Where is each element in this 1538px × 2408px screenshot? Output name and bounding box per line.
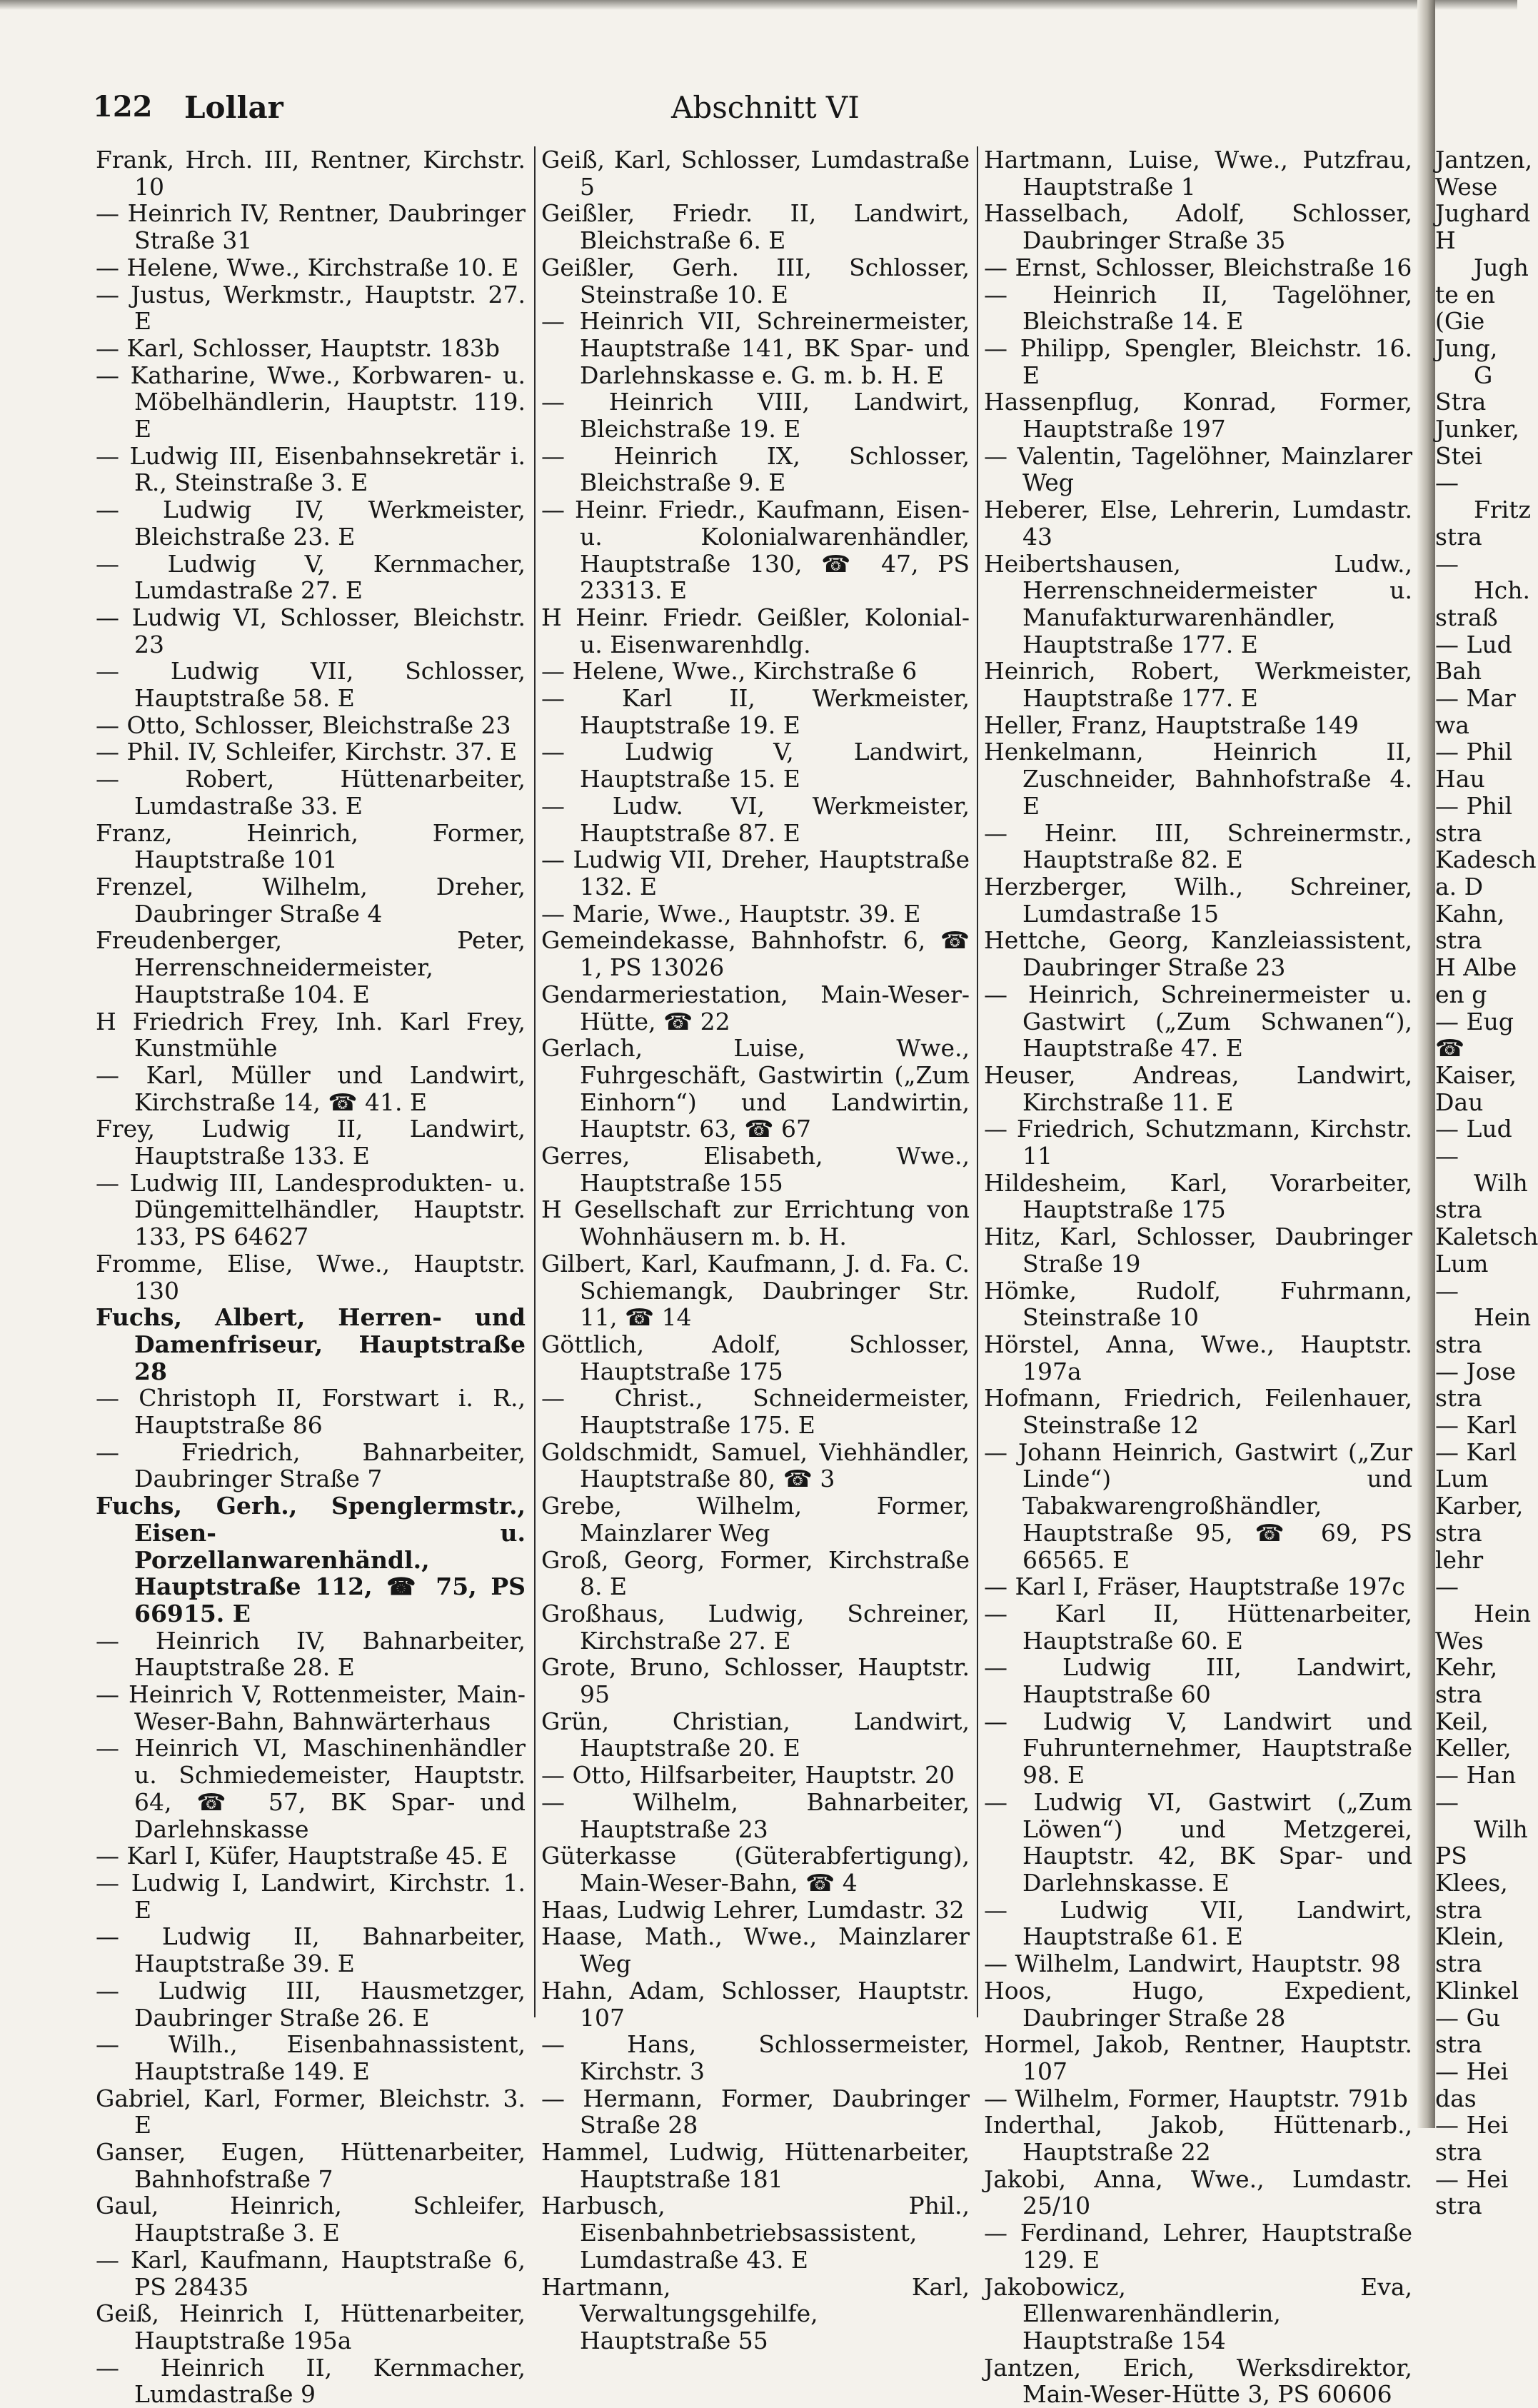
directory-entry: — Hch. — [1435, 549, 1531, 605]
directory-entry: Gilbert, Karl, Kaufmann, J. d. Fa. C. Schiemangk, Daubringer Str. 11, ☎ 14 — [541, 1249, 970, 1332]
directory-entry: Gemeindekasse, Bahnhofstr. 6, ☎ 1, PS 13026 — [541, 926, 970, 982]
directory-entry: — Karl, Schlosser, Hauptstr. 183b — [96, 333, 500, 362]
directory-entry: Haas, Ludwig Lehrer, Lumdastr. 32 — [541, 1895, 965, 1924]
directory-entry: stra — [1435, 1195, 1482, 1224]
directory-entry: — Heinrich IV, Rentner, Daubringer Straße 31 — [96, 199, 526, 255]
directory-entry: stra — [1435, 1384, 1482, 1413]
running-head-town: Lollar — [184, 90, 283, 125]
directory-entry: Keil, — [1435, 1707, 1489, 1735]
directory-entry: Hettche, Georg, Kanzleiassistent, Daubringer Straße 23 — [984, 926, 1412, 982]
directory-entry: — Ludwig III, Hausmetzger, Daubringer Straße 26. E — [96, 1976, 526, 2032]
directory-entry: — Karl — [1435, 1438, 1517, 1466]
directory-entry: stra — [1435, 1950, 1482, 1978]
directory-entry: wa — [1435, 711, 1469, 739]
directory-entry: Frank, Hrch. III, Rentner, Kirchstr. 10 — [96, 146, 526, 201]
directory-entry: Gabriel, Karl, Former, Bleichstr. 3. E — [96, 2084, 526, 2139]
directory-entry: — Hans, Schlossermeister, Kirchstr. 3 — [541, 2030, 970, 2085]
directory-entry: Heibertshausen, Ludw., Herrenschneidermeister u. Manufakturwarenhändler, Hauptstraße 177. E — [984, 549, 1412, 658]
directory-column-4-cropped — [1435, 146, 1538, 2220]
directory-entry: Jantzen, — [1435, 146, 1533, 174]
directory-entry: — Hei — [1435, 2057, 1509, 2085]
directory-entry: — Heinrich IV, Bahnarbeiter, Hauptstraße 28. E — [96, 1626, 526, 1682]
directory-entry: stra — [1435, 2030, 1482, 2059]
directory-entry: Hammel, Ludwig, Hüttenarbeiter, Hauptstraße 181 — [541, 2138, 970, 2193]
directory-entry: — Wilhelm, Former, Hauptstr. 791b — [984, 2084, 1408, 2112]
directory-entry: Hassenpflug, Konrad, Former, Hauptstraße 197 — [984, 388, 1412, 443]
directory-entry: Fuchs, Gerh., Spenglermstr., Eisen- u. Porzellanwarenhändl., Hauptstraße 112, ☎ 75, PS 66915. E — [96, 1492, 526, 1627]
directory-entry: lehr — [1435, 1545, 1484, 1574]
directory-entry: — Ludwig III, Eisenbahnsekretär i. R., Steinstraße 3. E — [96, 441, 526, 497]
directory-entry: — Ludwig V, Kernmacher, Lumdastraße 27. E — [96, 549, 526, 605]
directory-entry: Geißler, Friedr. II, Landwirt, Bleichstraße 6. E — [541, 199, 970, 255]
directory-entry: — Ernst, Schlosser, Bleichstraße 16 — [984, 253, 1412, 281]
directory-entry: — Karl — [1435, 1411, 1517, 1440]
directory-entry: Dau — [1435, 1088, 1484, 1116]
directory-entry: Herzberger, Wilh., Schreiner, Lumdastraße 15 — [984, 872, 1412, 928]
directory-entry: — Jose — [1435, 1357, 1517, 1385]
directory-entry: — Wilh — [1435, 1142, 1528, 1197]
directory-entry: Hörstel, Anna, Wwe., Hauptstr. 197a — [984, 1330, 1412, 1385]
directory-entry: en g — [1435, 980, 1487, 1008]
directory-entry: — Hein — [1435, 1572, 1532, 1627]
directory-entry: ☎ — [1435, 1034, 1465, 1063]
directory-entry: Henkelmann, Heinrich II, Zuschneider, Bahnhofstraße 4. E — [984, 738, 1412, 820]
directory-entry: Kaletsch — [1435, 1223, 1538, 1251]
directory-entry: Gaul, Heinrich, Schleifer, Hauptstraße 3. E — [96, 2192, 526, 2247]
directory-entry: — Christoph II, Forstwart i. R., Hauptstraße 86 — [96, 1384, 526, 1440]
directory-entry: Jantzen, Erich, Werksdirektor, Main-Weser-Hütte 3, PS 60606 — [984, 2353, 1412, 2408]
directory-entry: — Han — [1435, 1761, 1517, 1790]
directory-entry: — Heinrich VII, Schreinermeister, Hauptstraße 141, BK Spar- und Darlehnskasse e. G. m. b. H. E — [541, 307, 970, 389]
directory-entry: Klein, — [1435, 1922, 1505, 1951]
directory-entry: Haase, Math., Wwe., Mainzlarer Weg — [541, 1922, 970, 1978]
directory-entry: — Fritz — [1435, 468, 1531, 524]
directory-entry: — Robert, Hüttenarbeiter, Lumdastraße 33. E — [96, 765, 526, 820]
directory-entry: Gendarmeriestation, Main-Weser-Hütte, ☎ 22 — [541, 980, 970, 1035]
directory-entry: Junker, — [1435, 415, 1519, 443]
directory-entry: — Valentin, Tagelöhner, Mainzlarer Weg — [984, 441, 1412, 497]
directory-entry: Güterkasse (Güterabfertigung), Main-Weser-Bahn, ☎ 4 — [541, 1842, 970, 1897]
directory-entry: — Phil — [1435, 791, 1513, 820]
directory-entry: — Wilhelm, Bahnarbeiter, Hauptstraße 23 — [541, 1787, 970, 1843]
directory-entry: a. D — [1435, 872, 1484, 901]
directory-entry: Lum — [1435, 1249, 1489, 1278]
directory-entry: — Friedrich, Bahnarbeiter, Daubringer Straße 7 — [96, 1438, 526, 1493]
directory-entry: — Karl I, Fräser, Hauptstraße 197c — [984, 1572, 1405, 1601]
directory-entry: Kehr, — [1435, 1653, 1498, 1682]
directory-entry: Klees, — [1435, 1869, 1508, 1897]
directory-entry: Lum — [1435, 1465, 1489, 1493]
directory-entry: — Helene, Wwe., Kirchstraße 10. E — [96, 253, 519, 281]
directory-entry: stra — [1435, 818, 1482, 847]
directory-entry: Freudenberger, Peter, Herrenschneidermeister, Hauptstraße 104. E — [96, 926, 526, 1008]
directory-entry: — Wilhelm, Landwirt, Hauptstr. 98 — [984, 1950, 1401, 1978]
directory-entry: Heberer, Else, Lehrerin, Lumdastr. 43 — [984, 496, 1412, 551]
directory-entry: Ganser, Eugen, Hüttenarbeiter, Bahnhofstraße 7 — [96, 2138, 526, 2193]
directory-entry: Frenzel, Wilhelm, Dreher, Daubringer Straße 4 — [96, 872, 526, 928]
directory-entry: Franz, Heinrich, Former, Hauptstraße 101 — [96, 818, 526, 874]
directory-entry: Hofmann, Friedrich, Feilenhauer, Steinstraße 12 — [984, 1384, 1412, 1440]
directory-entry: — Heinrich V, Rottenmeister, Main-Weser-Bahn, Bahnwärterhaus — [96, 1680, 526, 1735]
directory-entry: — Katharine, Wwe., Korbwaren- u. Möbelhändlerin, Hauptstr. 119. E — [96, 361, 526, 443]
directory-entry: Hartmann, Luise, Wwe., Putzfrau, Hauptstraße 1 — [984, 146, 1412, 201]
directory-entry: Jakobowicz, Eva, Ellenwarenhändlerin, Hauptstraße 154 — [984, 2272, 1412, 2354]
directory-entry: — Heinrich VIII, Landwirt, Bleichstraße 19. E — [541, 388, 970, 443]
directory-column-2 — [541, 146, 970, 2354]
directory-entry: Fuchs, Albert, Herren- und Damenfriseur, Hauptstraße 28 — [96, 1303, 526, 1385]
directory-entry: — Gu — [1435, 2003, 1501, 2032]
directory-entry: — Ferdinand, Lehrer, Hauptstraße 129. E — [984, 2219, 1412, 2274]
directory-entry: Hoos, Hugo, Expedient, Daubringer Straße 28 — [984, 1976, 1412, 2032]
directory-entry: — Wilh., Eisenbahnassistent, Hauptstraße 149. E — [96, 2030, 526, 2085]
directory-entry: Hartmann, Karl, Verwaltungsgehilfe, Hauptstraße 55 — [541, 2272, 970, 2354]
directory-entry: — Mar — [1435, 684, 1516, 713]
directory-entry: Gerlach, Luise, Wwe., Fuhrgeschäft, Gastwirtin („Zum Einhorn“) und Landwirtin, Hauptstr. 63, ☎ 67 — [541, 1034, 970, 1143]
directory-entry: — Heinrich IX, Schlosser, Bleichstraße 9. E — [541, 441, 970, 497]
directory-entry: Grote, Bruno, Schlosser, Hauptstr. 95 — [541, 1653, 970, 1709]
directory-entry: — Heinrich II, Tagelöhner, Bleichstraße 14. E — [984, 280, 1412, 336]
section-title: Abschnitt VI — [671, 90, 860, 125]
directory-column-1 — [96, 146, 526, 2408]
directory-entry: — Ludwig VII, Landwirt, Hauptstraße 61. E — [984, 1895, 1412, 1951]
directory-entry: Wes — [1435, 1626, 1484, 1655]
directory-entry: — Christ., Schneidermeister, Hauptstraße 175. E — [541, 1384, 970, 1440]
directory-entry: — Heinrich VI, Maschinenhändler u. Schmiedemeister, Hauptstr. 64, ☎ 57, BK Spar- und Darlehnskasse — [96, 1734, 526, 1843]
directory-entry: Kahn, — [1435, 899, 1505, 928]
directory-entry: — Karl, Kaufmann, Hauptstraße 6, PS 28435 — [96, 2245, 526, 2301]
directory-entry: Keller, — [1435, 1734, 1512, 1762]
directory-entry: H Gesellschaft zur Errichtung von Wohnhäusern m. b. H. — [541, 1195, 970, 1251]
directory-column-3 — [984, 146, 1412, 2408]
directory-entry: Inderthal, Jakob, Hüttenarb., Hauptstraße 22 — [984, 2111, 1412, 2167]
column-rule — [534, 146, 536, 2017]
directory-entry: Hildesheim, Karl, Vorarbeiter, Hauptstraße 175 — [984, 1168, 1412, 1224]
directory-entry: H Albe — [1435, 953, 1517, 982]
directory-entry: Hitz, Karl, Schlosser, Daubringer Straße 19 — [984, 1223, 1412, 1278]
directory-entry: — Heinrich II, Kernmacher, Lumdastraße 9 — [96, 2353, 526, 2408]
directory-entry: (Gie — [1435, 307, 1485, 336]
column-rule — [977, 146, 978, 2017]
directory-entry: — Marie, Wwe., Hauptstr. 39. E — [541, 899, 921, 928]
directory-entry: — Hei — [1435, 2111, 1509, 2139]
directory-entry: PS — [1435, 1842, 1467, 1870]
directory-entry: — Hein — [1435, 1276, 1532, 1332]
directory-entry: H Jugh — [1435, 226, 1529, 281]
directory-entry: Göttlich, Adolf, Schlosser, Hauptstraße 175 — [541, 1330, 970, 1385]
directory-entry: Hömke, Rudolf, Fuhrmann, Steinstraße 10 — [984, 1276, 1412, 1332]
directory-entry: — Friedrich, Schutzmann, Kirchstr. 11 — [984, 1115, 1412, 1170]
directory-entry: Grün, Christian, Landwirt, Hauptstraße 20. E — [541, 1707, 970, 1762]
directory-entry: — Ludwig III, Landwirt, Hauptstraße 60 — [984, 1653, 1412, 1709]
directory-entry: stra — [1435, 1330, 1482, 1358]
directory-entry: — Otto, Hilfsarbeiter, Hauptstr. 20 — [541, 1761, 955, 1790]
directory-entry: — Justus, Werkmstr., Hauptstr. 27. E — [96, 280, 526, 336]
directory-entry: — Lud — [1435, 630, 1512, 658]
directory-entry: — Ludwig VI, Schlosser, Bleichstr. 23 — [96, 603, 526, 658]
directory-entry: — Johann Heinrich, Gastwirt („Zur Linde“) und Tabakwarengroßhändler, Hauptstraße 95, ☎ 69, PS 66565. E — [984, 1438, 1412, 1574]
directory-entry: — Ludw. VI, Werkmeister, Hauptstraße 87. E — [541, 791, 970, 847]
directory-entry: Karber, — [1435, 1492, 1524, 1520]
directory-entry: stra — [1435, 1895, 1482, 1924]
directory-entry: — Phil — [1435, 738, 1513, 766]
directory-entry: Frey, Ludwig II, Landwirt, Hauptstraße 133. E — [96, 1115, 526, 1170]
directory-entry: Jughard — [1435, 199, 1531, 228]
directory-entry: Stra — [1435, 388, 1487, 416]
directory-entry: Kadesch — [1435, 846, 1537, 874]
directory-entry: — Lud — [1435, 1115, 1512, 1143]
directory-entry: stra — [1435, 522, 1482, 551]
directory-entry: Gerres, Elisabeth, Wwe., Hauptstraße 155 — [541, 1142, 970, 1197]
directory-entry: Geiß, Heinrich I, Hüttenarbeiter, Hauptstraße 195a — [96, 2299, 526, 2354]
directory-entry: Jakobi, Anna, Wwe., Lumdastr. 25/10 — [984, 2164, 1412, 2220]
directory-entry: — Karl II, Werkmeister, Hauptstraße 19. E — [541, 684, 970, 739]
directory-entry: — Karl I, Küfer, Hauptstraße 45. E — [96, 1842, 508, 1870]
directory-entry: — Ludwig VII, Dreher, Hauptstraße 132. E — [541, 846, 970, 901]
directory-entry: Geiß, Karl, Schlosser, Lumdastraße 5 — [541, 146, 970, 201]
directory-entry: — Helene, Wwe., Kirchstraße 6 — [541, 657, 918, 686]
directory-entry: Harbusch, Phil., Eisenbahnbetriebsassistent, Lumdastraße 43. E — [541, 2192, 970, 2274]
directory-entry: stra — [1435, 2192, 1482, 2220]
page-header — [0, 0, 1428, 143]
directory-entry: stra — [1435, 1518, 1482, 1547]
directory-entry: Stei — [1435, 441, 1482, 470]
directory-entry: — Wilh — [1435, 1787, 1528, 1843]
directory-entry: Wese — [1435, 172, 1498, 201]
directory-entry: Hasselbach, Adolf, Schlosser, Daubringer Straße 35 — [984, 199, 1412, 255]
directory-entry: — Ludwig IV, Werkmeister, Bleichstraße 23. E — [96, 496, 526, 551]
directory-entry: — Heinr. III, Schreinermstr., Hauptstraße 82. E — [984, 818, 1412, 874]
directory-entry: das — [1435, 2084, 1477, 2112]
directory-entry: — Ludwig I, Landwirt, Kirchstr. 1. E — [96, 1869, 526, 1924]
page-number: 122 — [93, 90, 153, 124]
directory-entry: Großhaus, Ludwig, Schreiner, Kirchstraße 27. E — [541, 1599, 970, 1655]
directory-entry: H Friedrich Frey, Inh. Karl Frey, Kunstmühle — [96, 1007, 526, 1063]
directory-entry: straß — [1435, 603, 1498, 631]
directory-entry: — Ludwig VI, Gastwirt („Zum Löwen“) und Metzgerei, Hauptstr. 42, BK Spar- und Darlehnskasse. E — [984, 1787, 1412, 1897]
directory-entry: Kaiser, — [1435, 1060, 1517, 1089]
directory-entry: Hahn, Adam, Schlosser, Hauptstr. 107 — [541, 1976, 970, 2032]
directory-entry: te en — [1435, 280, 1496, 308]
directory-entry: Geißler, Gerh. III, Schlosser, Steinstraße 10. E — [541, 253, 970, 308]
directory-entry: — Karl II, Hüttenarbeiter, Hauptstraße 60. E — [984, 1599, 1412, 1655]
directory-entry: Fromme, Elise, Wwe., Hauptstr. 130 — [96, 1249, 526, 1305]
directory-entry: — Eug — [1435, 1007, 1514, 1035]
directory-entry: stra — [1435, 1680, 1482, 1709]
directory-entry: Groß, Georg, Former, Kirchstraße 8. E — [541, 1545, 970, 1601]
directory-entry: — Ludwig VII, Schlosser, Hauptstraße 58. E — [96, 657, 526, 713]
directory-entry: — Ludwig V, Landwirt, Hauptstraße 15. E — [541, 738, 970, 793]
directory-entry: Klinkel — [1435, 1976, 1519, 2005]
directory-entry: Goldschmidt, Samuel, Viehhändler, Hauptstraße 80, ☎ 3 — [541, 1438, 970, 1493]
directory-entry: Bah — [1435, 657, 1482, 686]
directory-entry: Hau — [1435, 765, 1485, 793]
directory-entry: — Heinr. Friedr., Kaufmann, Eisen- u. Kolonialwarenhändler, Hauptstraße 130, ☎ 47, PS 23313. E — [541, 496, 970, 605]
directory-entry: — Ludwig V, Landwirt und Fuhrunternehmer, Hauptstraße 98. E — [984, 1707, 1412, 1790]
directory-entry: H Heinr. Friedr. Geißler, Kolonial- u. Eisenwarenhdlg. — [541, 603, 970, 658]
directory-entry: — Karl, Müller und Landwirt, Kirchstraße 14, ☎ 41. E — [96, 1060, 526, 1116]
directory-entry: — Hermann, Former, Daubringer Straße 28 — [541, 2084, 970, 2139]
directory-entry: — Phil. IV, Schleifer, Kirchstr. 37. E — [96, 738, 518, 766]
directory-entry: Grebe, Wilhelm, Former, Mainzlarer Weg — [541, 1492, 970, 1547]
directory-entry: Heinrich, Robert, Werkmeister, Hauptstraße 177. E — [984, 657, 1412, 713]
directory-entry: — Hei — [1435, 2164, 1509, 2193]
directory-entry: stra — [1435, 2138, 1482, 2167]
book-gutter — [1417, 0, 1435, 2128]
directory-entry: — Philipp, Spengler, Bleichstr. 16. E — [984, 333, 1412, 389]
directory-entry: — Ludwig II, Bahnarbeiter, Hauptstraße 39. E — [96, 1922, 526, 1978]
directory-entry: Hormel, Jakob, Rentner, Hauptstr. 107 — [984, 2030, 1412, 2085]
directory-entry: — Ludwig III, Landesprodukten- u. Düngemittelhändler, Hauptstr. 133, PS 64627 — [96, 1168, 526, 1251]
directory-entry: Heller, Franz, Hauptstraße 149 — [984, 711, 1359, 739]
directory-entry: Heuser, Andreas, Landwirt, Kirchstraße 11. E — [984, 1060, 1412, 1116]
directory-entry: stra — [1435, 926, 1482, 955]
directory-entry: — Otto, Schlosser, Bleichstraße 23 — [96, 711, 511, 739]
directory-entry: Jung, G — [1435, 333, 1498, 389]
directory-entry: — Heinrich, Schreinermeister u. Gastwirt („Zum Schwanen“), Hauptstraße 47. E — [984, 980, 1412, 1063]
